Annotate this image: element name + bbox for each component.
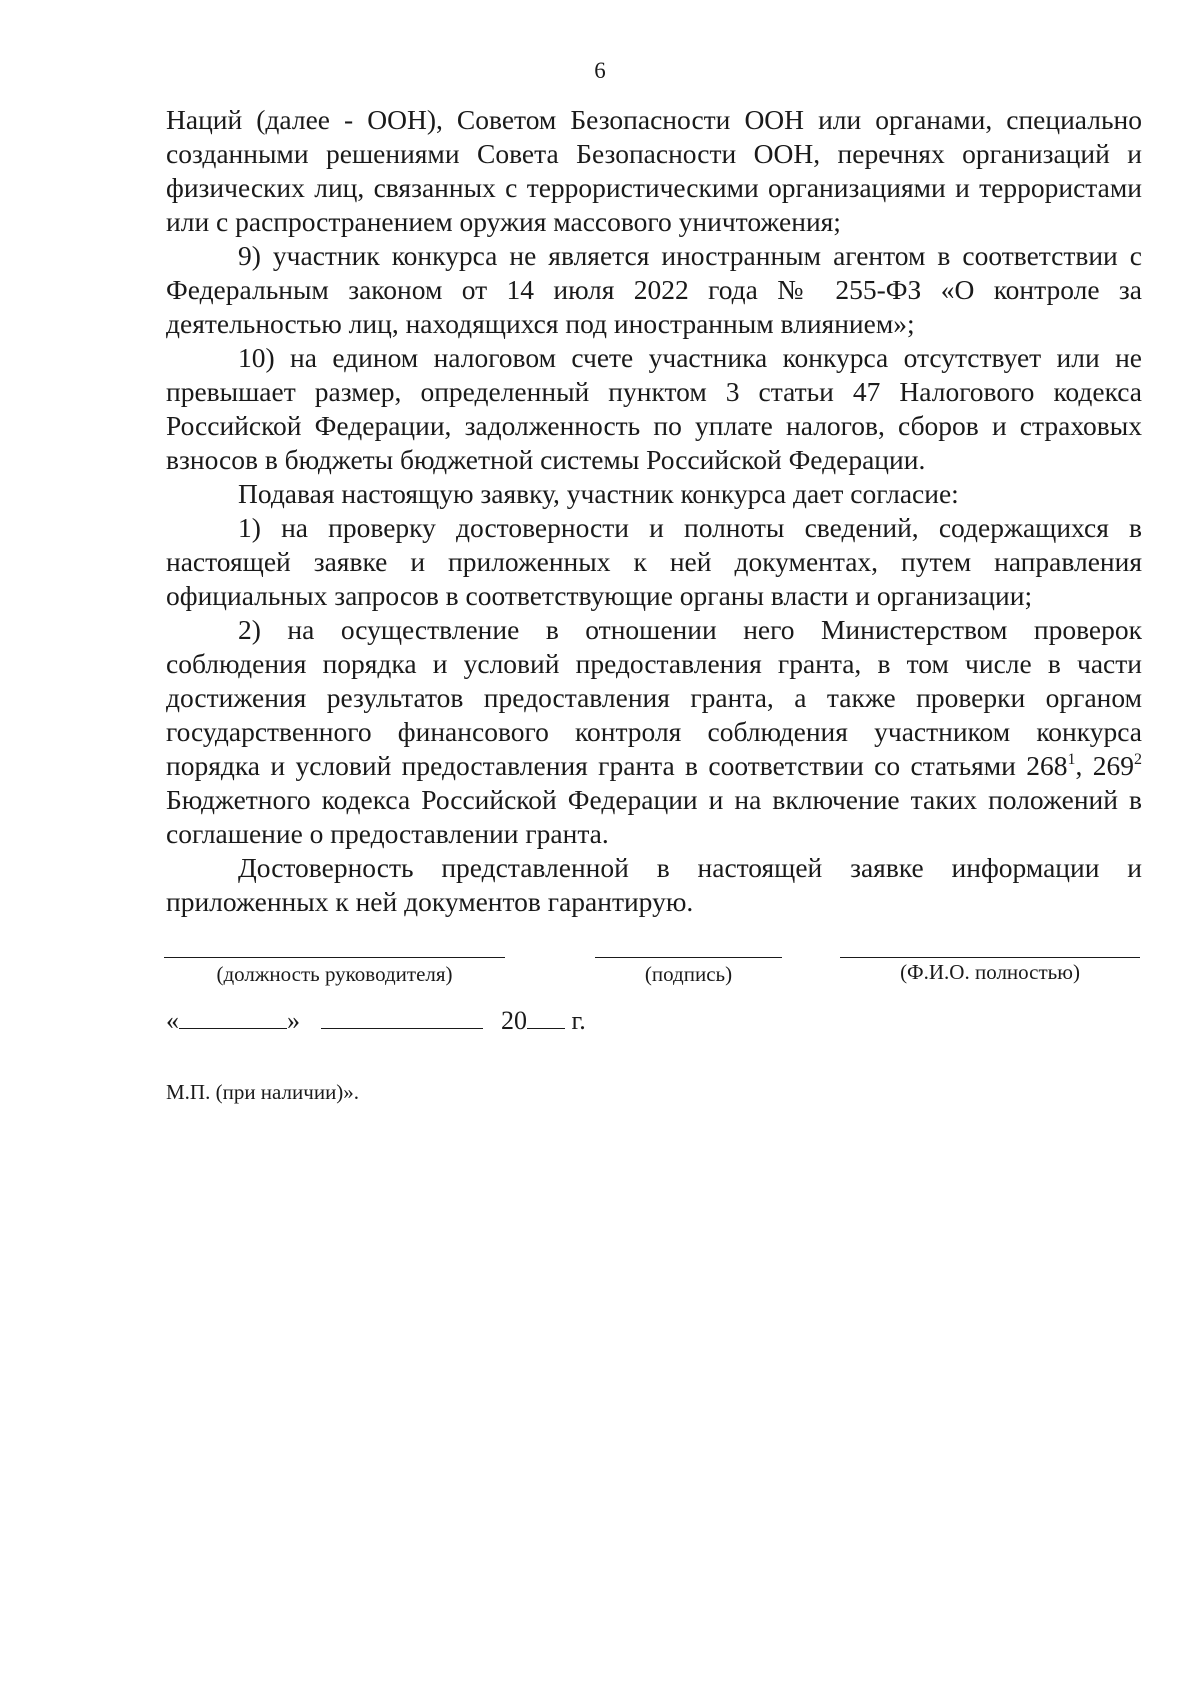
day-blank: [179, 1006, 287, 1029]
paragraph-guarantee: Достоверность представленной в настоящей заявке информации и приложенных к ней документов гарантирую.: [166, 852, 1142, 917]
name-signature-line: [840, 957, 1140, 958]
position-signature-line: [164, 957, 505, 958]
paragraph-consent-1: 1) на проверку достоверности и полноты сведений, содержащихся в настоящей заявке и приложенных к ней документах, путем направления официальных запросов в соответствующие органы власти и организации;: [166, 512, 1142, 611]
paragraph-item-10: 10) на едином налоговом счете участника конкурса отсутствует или не превышает размер, определенный пунктом 3 статьи 47 Налогового кодекса Российской Федерации, задолженность по уплате налогов, сборов и страховых взносов в бюджеты бюджетной системы Российской Федерации.: [166, 342, 1142, 475]
paragraph-consent-intro: Подавая настоящую заявку, участник конкурса дает согласие:: [238, 478, 959, 509]
paragraph-consent-2: [166, 613, 1142, 851]
document-body: [166, 103, 1142, 919]
paragraph-un-lists: Наций (далее - ООН), Советом Безопасности ООН или органами, специально созданными решениями Совета Безопасности ООН, перечнях организаций и физических лиц, связанных с террористическими организациями и террористами или с распространением оружия массового уничтожения;: [166, 104, 1142, 237]
consent-2-text: 2) на осуществление в отношении него Министерством проверок соблюдения порядка и условий предоставления гранта, в том числе в части достижения результатов предоставления гранта, а также проверки органом государственного финансового контроля соблюдения участником конкурса порядка и условий предоставления гранта в соответствии со статьями 268: [166, 614, 1142, 781]
position-caption: (должность руководителя): [216, 962, 453, 986]
stamp-note: М.П. (при наличии)».: [166, 1080, 360, 1104]
name-caption: (Ф.И.О. полностью): [900, 960, 1080, 984]
month-blank: [321, 1006, 483, 1029]
superscript-2: 2: [1134, 751, 1142, 768]
date-open-quote: «: [166, 1006, 179, 1035]
consent-2-ending: Бюджетного кодекса Российской Федерации и на включение таких положений в соглашение о предоставлении гранта.: [166, 784, 1142, 849]
date-close-quote: »: [287, 1006, 300, 1035]
signature-caption: (подпись): [644, 962, 733, 986]
consent-2-separator: , 269: [1075, 750, 1134, 781]
paragraph-item-9: 9) участник конкурса не является иностранным агентом в соответствии с Федеральным законом от 14 июля 2022 года № 255-ФЗ «О контроле за деятельностью лиц, находящихся под иностранным влиянием»;: [166, 240, 1142, 339]
date-line: [166, 1006, 586, 1036]
year-prefix: 20: [501, 1006, 527, 1035]
year-suffix: г.: [571, 1006, 586, 1035]
page-number: 6: [594, 58, 606, 83]
superscript-1: 1: [1067, 751, 1076, 768]
year-blank: [527, 1006, 565, 1029]
signature-line: [595, 957, 782, 958]
